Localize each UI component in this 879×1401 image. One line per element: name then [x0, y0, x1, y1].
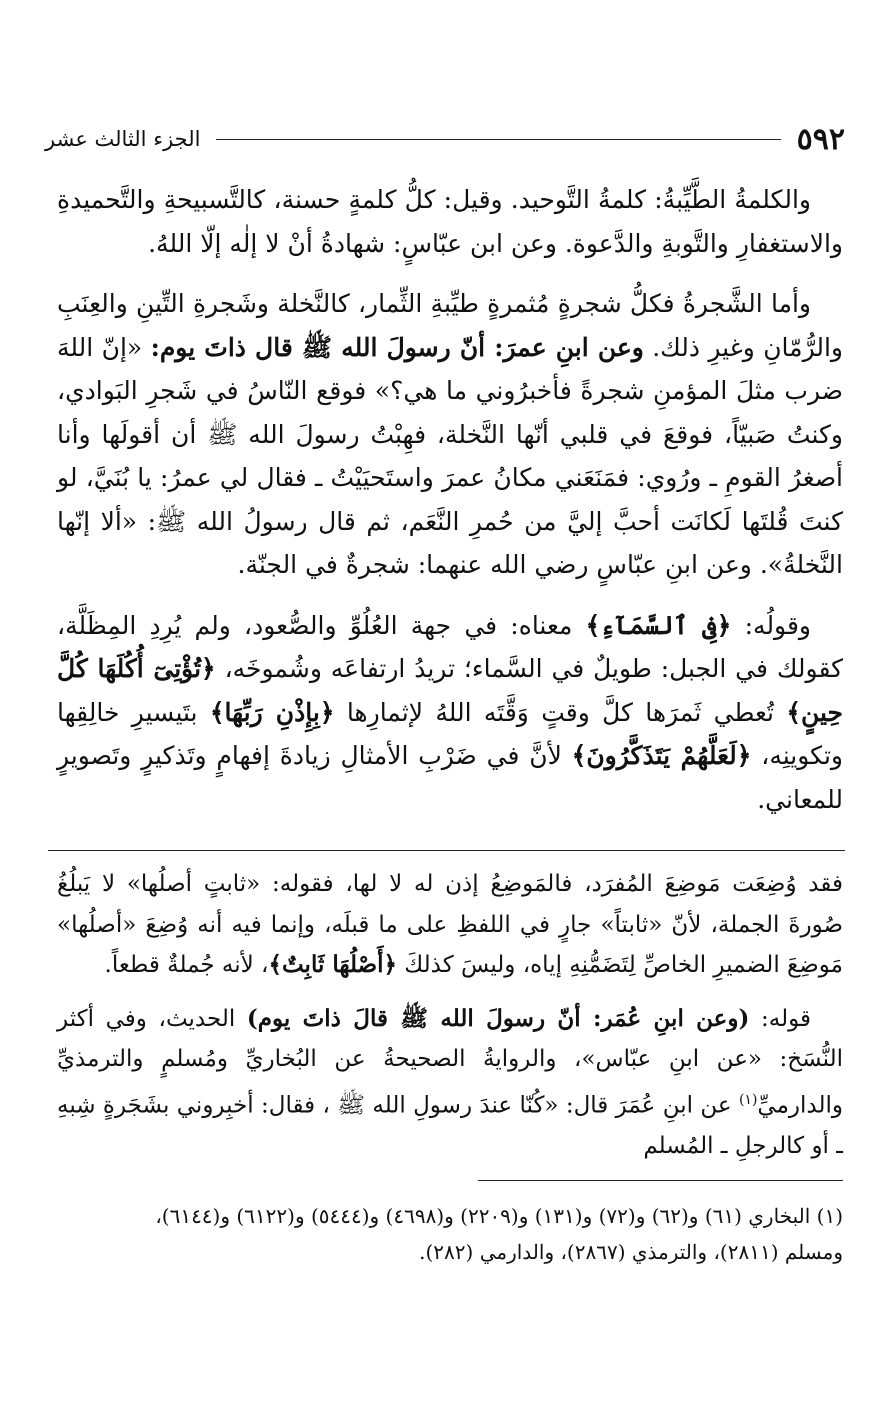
main-paragraph-1: والكلمةُ الطَّيِّبةُ: كلمةُ التَّوحيد. وقيل: كلُّ كلمةٍ حسنة، كالتَّسبيحةِ والتَّحميدةِ والاستغفارِ والتَّوبةِ والدَّعوة. وعن ابن عبّاسٍ: شهادةُ أنْ لا إلٰه إلّا اللهُ.: [57, 185, 843, 258]
footnote-reference: (١): [738, 1091, 758, 1108]
main-p2-text-b: «إنّ اللهَ ضرب مثلَ المؤمنِ شجرةً فأخبرُوني ما هي؟» فوقع النّاسُ في شَجرِ البَوادي، وكنتُ صَبيّاً، فوقعَ في قلبي أنّها النَّخلة، فهِبْتُ رسولَ الله ﷺ أن أقولَها وأنا أصغرُ القومِ ـ ورُوي: فمَنَعَني مكانُ عمرَ واستَحيَيْتُ ـ فقال لي عمرُ: يا بُنَيَّ، لو كنتَ قُلتَها لَكانَت أحبَّ إليَّ من حُمرِ النَّعَم، ثم قال رسولُ الله ﷺ: «ألا إنّها النَّخلةُ». وعن ابنِ عبّاسٍ رضي الله عنهما: شجرةٌ في الجنّة.: [57, 332, 843, 579]
quran-quote-3: ﴿بِإِذْنِ رَبِّهَا﴾: [209, 697, 335, 727]
footnotes: [57, 1198, 843, 1270]
main-p3-text-b: معناه: في جهة العُلُوِّ والصُّعود، ولم يُرِدِ المِظَلَّة، كقولك في الجبل: طويلٌ في السَّماء؛ تريدُ ارتفاعَه وشُموخَه،: [57, 610, 843, 683]
commentary-paragraph-2: [57, 999, 843, 1167]
quran-quote-5: ﴿أَصْلُهَا ثَابِتٌ﴾: [268, 951, 397, 978]
commentary-paragraph-1: [57, 864, 843, 986]
comment-c2-text-b: الحديث، وفي أكثر النُّسَخ: «عن ابنِ عبّاس»، والروايةُ الصحيحةُ عن البُخاريِّ ومُسلمٍ والترمذيِّ والدارميِّ: [57, 1005, 843, 1119]
hadith-narration-bold: وعن ابنِ عمرَ: أنّ رسولَ الله ﷺ قال ذاتَ يوم:: [150, 332, 644, 362]
quran-quote-4: ﴿لَعَلَّهُمْ يَتَذَكَّرُونَ﴾: [571, 741, 752, 770]
main-p2-text-a: وأما الشَّجرةُ فكلُّ شجرةٍ مُثمرةٍ طيِّبةِ الثِّمار، كالنَّخلة وشَجرةِ التِّينِ والعِنَبِ والرُّمّانِ وغيرِ ذلك.: [57, 289, 843, 362]
main-paragraph-3: [57, 604, 843, 822]
quran-quote-1: ﴿فِى ٱلسَّمَآءِ﴾: [585, 610, 732, 640]
quran-quote-2: ﴿تُؤْتِىٓ أُكُلَهَا كُلَّ حِينٍ﴾: [57, 654, 843, 727]
main-p3-text-e: لأنَّ في ضَرْبِ الأمثالِ زيادةَ إفهامٍ وتَذكيرٍ وتَصويرٍ للمعاني.: [57, 741, 843, 814]
comment-c2-text-c: عن ابنِ عُمَرَ قال: «كُنّا عندَ رسولِ الله ﷺ ، فقال: أخبِروني بشَجَرةٍ شِبهِ ـ أو كالرجلِ ـ المُسلم: [57, 1092, 843, 1159]
main-p3-text-c: تُعطي ثَمرَها كلَّ وقتٍ وَقَّتَه اللهُ لإثمارِها: [334, 697, 787, 727]
footnote-1-line-2: ومسلم (٢٨١١)، والترمذي (٢٨٦٧)، والدارمي (٢٨٢).: [419, 1240, 843, 1264]
footnote-rule: [478, 1180, 843, 1181]
running-title: الجزء الثالث عشر: [45, 127, 201, 151]
commentary-lemma-bold: (وعن ابنِ عُمَر: أنّ رسولَ الله ﷺ قالَ ذاتَ يوم): [246, 1004, 750, 1032]
comment-c1-text-b: ، لأنه جُملةٌ قطعاً.: [104, 952, 269, 978]
main-p3-text-a: وقولُه:: [731, 610, 811, 640]
page-header: [45, 118, 845, 160]
commentary-text: [57, 864, 843, 1179]
comment-c1-text-a: فقد وُضِعَت مَوضِعَ المُفرَد، فالمَوضِعُ إذن له لا لها، فقوله: «ثابتٍ أصلُها» لا يَبلُغُ صُورةَ الجملة، لأنّ «ثابتاً» جارٍ في اللفظِ على ما قبلَه، وإنما فيه أنه وُضِعَ «أصلُها» مَوضِعَ الضميرِ الخاصِّ لِتَضَمُّنِهِ إياه، وليسَ كذلكَ: [57, 871, 843, 978]
main-paragraph-2: [57, 282, 843, 587]
header-rule: [216, 139, 780, 140]
main-text: [57, 178, 843, 838]
main-p3-text-d: بتَيسيرِ خالِقِها وتكوينِه،: [57, 697, 843, 770]
comment-c2-text-a: قوله:: [749, 1005, 812, 1032]
footnote-1-line-1: (١) البخاري (٦١) و(٦٢) و(٧٢) و(١٣١) و(٢٢٠٩) و(٤٦٩٨) و(٥٤٤٤) و(٦١٢٢) و(٦١٤٤)،: [155, 1204, 843, 1228]
commentary-divider: [48, 850, 845, 851]
page-number: ٥٩٢: [796, 121, 845, 157]
